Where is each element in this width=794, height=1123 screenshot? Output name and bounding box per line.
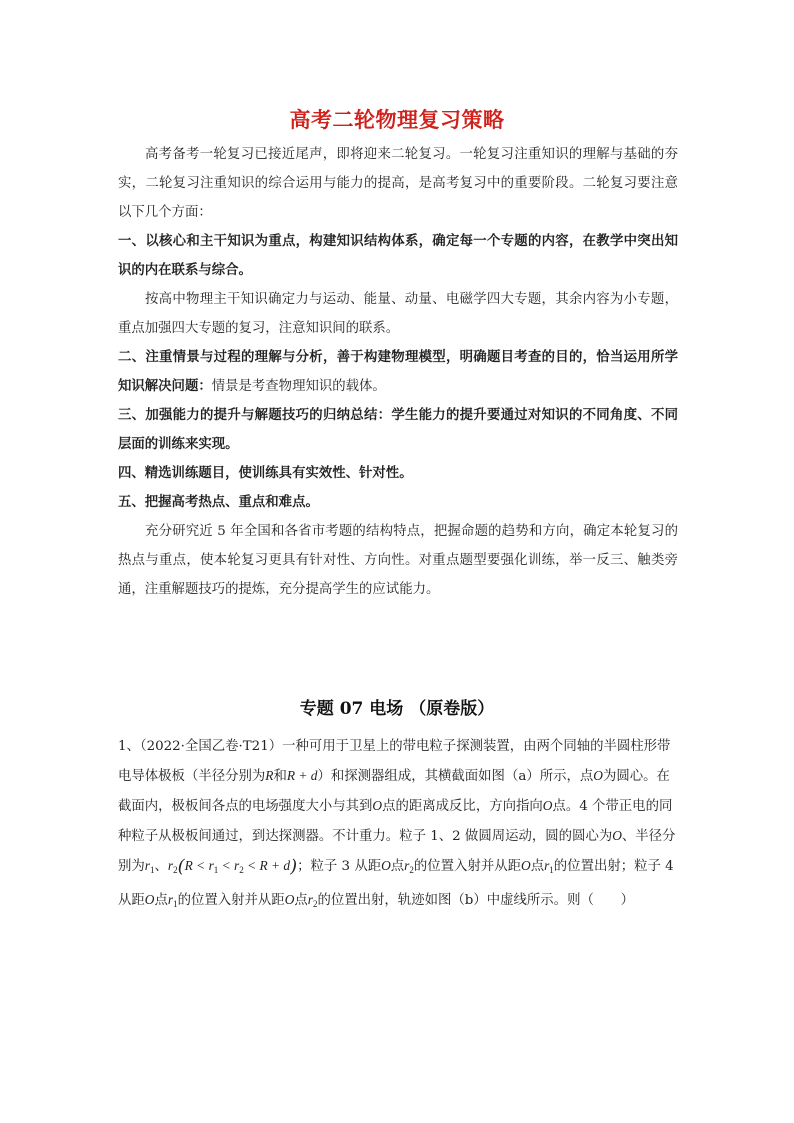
question-text-1: 1、（2022·全国乙卷·T21）一种可用于卫星上的带电粒子探测装置，由两个同轴的半圆柱形带电导体极板（半径分别为 [118, 739, 671, 784]
question-text-7: 点 [390, 859, 405, 874]
question-text-2: ）和探测器组成，其横截面如图（a）所示，点 [317, 769, 594, 784]
question-text-7b: 点 [154, 893, 168, 908]
math-r2-b: $r_2$ [404, 858, 414, 875]
point-1-heading: 一、以核心和主干知识为重点，构建知识结构体系，确定每一个专题的内容，在教学中突出知识的内在联系与综合。 [118, 234, 678, 278]
math-O-3: O [542, 798, 553, 813]
math-O-1: O [593, 768, 603, 783]
point-1-body: 按高中物理主干知识确定力与运动、能量、动量、电磁学四大专题，其余内容为小专题，重点加强四大专题的复习，注意知识间的联系。 [118, 292, 678, 336]
math-sep: 、 [154, 859, 168, 874]
point-3-text: 学生能力的提升要通过对知识的不同角度、不同层面的训练来实现。 [118, 408, 679, 452]
question-text-6: ；粒子 3 从距 [297, 859, 382, 874]
point-2 [118, 343, 678, 401]
question-text-9: 点 [530, 859, 545, 874]
question-text-5: 、半径分别为 [118, 829, 676, 874]
question-text-11: 的位置入射并从距 [177, 893, 285, 908]
question-text-4: 点。4 个带正电的同种粒子从极板间通过，到达探测器。不计重力。粒子 1、2 做圆周运动，圆的圆心为 [118, 799, 673, 844]
question-1 [118, 732, 678, 919]
math-r1-c: $r_1$ [167, 892, 178, 909]
question-text-12: 的位置出射，轨迹如图（b）中虚线所示。则（ ） [317, 893, 635, 908]
point-2-heading: 二、注重情景与过程的理解与分析，善于构建物理模型，明确题目考查的目的，恰当运用所学知识解决问题： [118, 350, 678, 394]
math-O-6: O [521, 858, 531, 873]
question-text-8: 的位置入射并从距 [413, 859, 522, 874]
math-inequality: $(R < r_1 < r_2 < R + d)$ [177, 856, 298, 877]
math-R: R [265, 768, 274, 783]
question-text-3: 点的距离成反比，方向指向 [382, 799, 543, 814]
point-4-heading: 四、精选训练题目，使训练具有实效性、针对性。 [118, 466, 413, 481]
math-O-2: O [372, 798, 383, 813]
math-r1: $r_1$ [144, 858, 155, 875]
math-O-7: O [144, 892, 155, 907]
math-O-4: O [612, 828, 622, 843]
page-title: 高考二轮物理复习策略 [289, 108, 505, 132]
math-R-plus-d: R + d [286, 768, 318, 783]
math-O-5: O [381, 858, 391, 873]
point-2-text: 情景是考查物理知识的载体。 [211, 379, 386, 394]
math-r1-b: $r_1$ [544, 858, 554, 875]
point-3 [118, 401, 678, 459]
point-5-heading: 五、把握高考热点、重点和难点。 [118, 495, 319, 510]
point-5-body: 充分研究近 5 年全国和各省市考题的结构特点，把握命题的趋势和方向，确定本轮复习的热点与重点，使本轮复习更具有针对性、方向性。对重点题型要强化训练，举一反三、触类旁通，注重解题技巧的提炼，充分提高学生的应试能力。 [118, 524, 678, 597]
math-r2-c: $r_2$ [307, 892, 318, 909]
section-title: 专题 07 电场 （原卷版） [299, 699, 495, 719]
math-O-8: O [284, 892, 295, 907]
question-text-he: 和 [273, 769, 287, 784]
point-3-heading: 三、加强能力的提升与解题技巧的归纳总结： [118, 408, 392, 423]
question-text-10: 的位置出射；粒子 4 从距 [118, 859, 674, 908]
math-r2: $r_2$ [167, 858, 178, 875]
question-text-9b: 点 [294, 893, 308, 908]
question-text-wei: 为圆心。在截面内，极板间各点的电场强度大小与其到 [118, 769, 670, 814]
intro-paragraph: 高考备考一轮复习已接近尾声，即将迎来二轮复习。一轮复习注重知识的理解与基础的夯实，二轮复习注重知识的综合运用与能力的提高，是高考复习中的重要阶段。二轮复习要注意以下几个方面： [118, 147, 678, 220]
